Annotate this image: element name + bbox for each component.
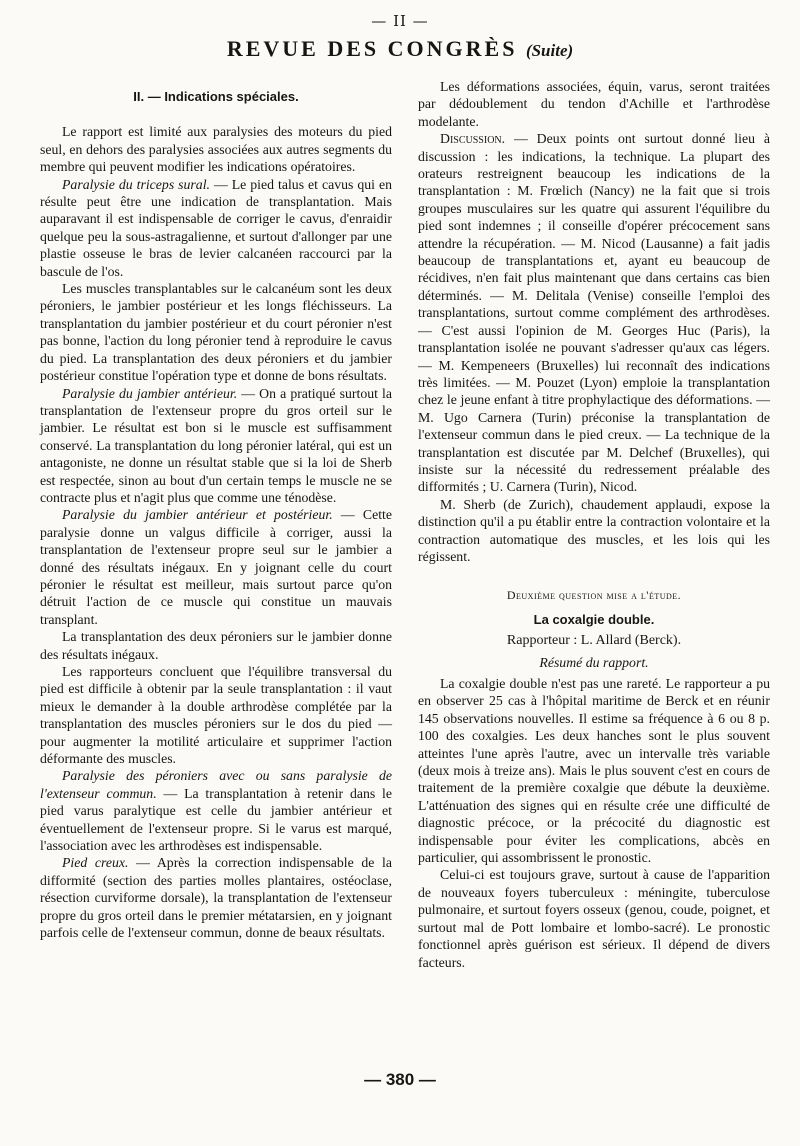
page-header-roman-numeral: — II — (371, 12, 429, 30)
paragraph-text: La transplantation des deux péroniers sur le jambier donne des résultats inégaux. (40, 629, 392, 662)
paragraph-text: — On a pratiqué surtout la transplantation de l'extenseur propre du gros orteil sur le jambier. Le résultat est bon si le muscle est suffisamment conservé. La transplantation du long péronier latéral, qui est un antagoniste, ne donne un résultat stable que si la loi de Sherb est respectée, sinon au bout d'un certain temps le muscle ne se contracte plus et n'agit plus que comme une ténodèse. (40, 385, 392, 505)
paragraph (418, 496, 770, 566)
section-heading-indications: II. — Indications spéciales. (133, 89, 299, 104)
page-number: — 380 — (364, 1070, 436, 1089)
left-paragraphs (40, 123, 392, 941)
left-column (40, 78, 392, 942)
paragraph-text: Les muscles transplantables sur le calcanéum sont les deux péroniers, le jambier postérieur et les longs fléchisseurs. La transplantation du jambier postérieur et du court péronier n'est pas bonne, l'action du long péronier tend à reproduire le cavus du pied. La transplantation des deux péroniers et du jambier postérieur constitue l'opération type et donne de bons résultats. (40, 281, 392, 384)
paragraph-text: Les déformations associées, équin, varus, seront traitées par dédoublement du tendon d'Achille et l'arthrodèse modelante. (418, 79, 770, 129)
paragraph-text: — Cette paralysie donne un valgus difficile à corriger, aussi la transplantation de l'extenseur propre seul sur le jambier a donné des résultats inégaux. En y joignant celle du court péronier le résultat est meilleur, mais surtout parce qu'on détruit l'action de ce muscle qui constitue un mauvais transplant. (40, 507, 393, 627)
resume-title: Résumé du rapport. (539, 654, 649, 670)
paragraph-text: Les rapporteurs concluent que l'équilibre transversal du pied est difficile à obtenir par la seule transplantation : il vaut mieux le demander à la double arthrodèse complétée par la transplantation des muscles péroniers sur le dos du pied — pour augmenter la motilité articulaire et supprimer l'action déformante des muscles. (40, 664, 392, 767)
paragraph (40, 767, 392, 854)
paragraph (40, 123, 392, 175)
paragraph-text: — Après la correction indispensable de la difformité (section des parties molles plantaires, ostéoclase, résection curviforme dorsale), la transplantation de l'extenseur propre du gros orteil dans le premier métatarsien, en y joignant parfois celle de l'extenseur commun, donne de beaux résultats. (40, 855, 392, 941)
paragraph-text: M. Sherb (de Zurich), chaudement applaudi, expose la distinction qu'il a pu établir entre la contraction volontaire et la contraction automatique des muscles, et les lois qui les régissent. (418, 496, 770, 564)
paragraph (40, 385, 392, 507)
paragraph (40, 628, 392, 663)
paragraph-text: La coxalgie double n'est pas une rareté. Le rapporteur a pu en observer 25 cas à l'hôpital maritime de Berck et en réunir 145 observations nouvelles. Il estime sa fréquence à 6 ou 8 p. 100 des coxalgies. Les deux hanches sont le plus souvent atteintes l'une après l'autre, avec un intervalle très variable (deux mois à treize ans). Mais le plus souvent c'est en cours de traitement de la première coxalgie que débute la deuxième. L'atténuation des signes qui en résulte crée une difficulté de diagnostic précoce, or la précocité du diagnostic est indispensable pour éviter les complications, abcès en particulier, qui assombrissent le pronostic. (418, 676, 770, 866)
paragraph-lead: Pied creux. (62, 855, 129, 871)
paragraph-text: Celui-ci est toujours grave, surtout à cause de l'apparition de nouveaux foyers tuberculeux : méningite, tuberculose pulmonaire, et surtout foyers osseux (genou, coude, poignet, et surtout mal de Pott lombaire et lombo-sacré). Le pronostic fonctionnel après guérison est sérieux. Il dépend de divers facteurs. (418, 867, 770, 970)
paragraph-lead: Paralysie du triceps sural. (62, 176, 210, 192)
paragraph-text: — Le pied talus et cavus qui en résulte peut être une indication de transplantation. Mais auparavant il est indispensable de corriger le cavus, d'enraidir quelque peu la sous-astragalienne, et surtout d'allonger par une plastie osseuse le bras de levier calcanéen raccourci par la bascule de l'os. (40, 176, 392, 279)
paragraph-lead: Discussion. (440, 131, 506, 147)
journal-title (0, 36, 800, 62)
rapporteur-line: Rapporteur : L. Allard (Berck). (506, 633, 682, 649)
paragraph (418, 78, 770, 130)
second-question-heading: Deuxième question mise a l'étude. (506, 588, 682, 603)
paragraph (40, 854, 392, 941)
right-paragraphs (418, 78, 770, 565)
paragraph-text: Le rapport est limité aux paralysies des moteurs du pied seul, en dehors des paralysies associées aux autres segments du membre qui peuvent modifier les indications opératoires. (40, 124, 392, 175)
right-column (418, 78, 770, 971)
paragraph-lead: Paralysie des péroniers avec ou sans paralysie de l'extenseur commun. (40, 768, 392, 801)
paragraph (40, 506, 392, 628)
paragraph (40, 280, 392, 384)
right-paragraphs-2 (418, 675, 770, 971)
paragraph-lead: Paralysie du jambier antérieur et postérieur. (62, 507, 333, 523)
paragraph (418, 866, 770, 970)
journal-title-text: REVUE DES CONGRÈS (226, 36, 518, 61)
paragraph (40, 176, 392, 280)
paragraph-text: — Deux points ont surtout donné lieu à discussion : les indications, la technique. La plupart des orateurs restreignent beaucoup les indications de la transplantation : M. Frœlich (Nancy) ne la fait que si trois groupes musculaires sur les quatre qui assurent l'équilibre du pied sont indemnes ; il conseille d'opérer précocement sans attendre la récupération. — M. Nicod (Lausanne) a fait jadis beaucoup de transplantations et, ayant eu beaucoup de récidives, n'en fait plus maintenant que dans certains cas bien déterminés. — M. Delitala (Venise) conseille l'emploi des transplantations, surtout comme complément des arthrodèses. — C'est aussi l'opinion de M. Georges Huc (Paris), la transplantation isolée ne pouvant s'adresser qu'aux cas légers. — M. Kempeneers (Bruxelles) lui reconnaît des indications très limitées. — M. Pouzet (Lyon) emploie la transplantation chez le jeune enfant à titre prophylactique des déformations. — M. Ugo Carnera (Turin) préconise la transplantation de l'extenseur commun dans le pied creux. — La technique de la transplantation est discutée par M. Delchef (Bruxelles), qui insiste sur la nécessité du redressement préalable des difformités ; U. Carnera (Turin), Nicod. (418, 131, 770, 495)
paragraph (40, 663, 392, 767)
paragraph (418, 130, 770, 496)
paragraph (418, 675, 770, 866)
paragraph-text: — La transplantation à retenir dans le pied varus paralytique est celle du jambier antérieur et éventuellement de l'extenseur propre. Si le varus est marqué, l'association avec les arthrodèses est indispensable. (40, 785, 393, 854)
subject-title: La coxalgie double. (533, 611, 655, 627)
journal-title-suite: (Suite) (525, 41, 574, 60)
paragraph-lead: Paralysie du jambier antérieur. (62, 385, 238, 401)
